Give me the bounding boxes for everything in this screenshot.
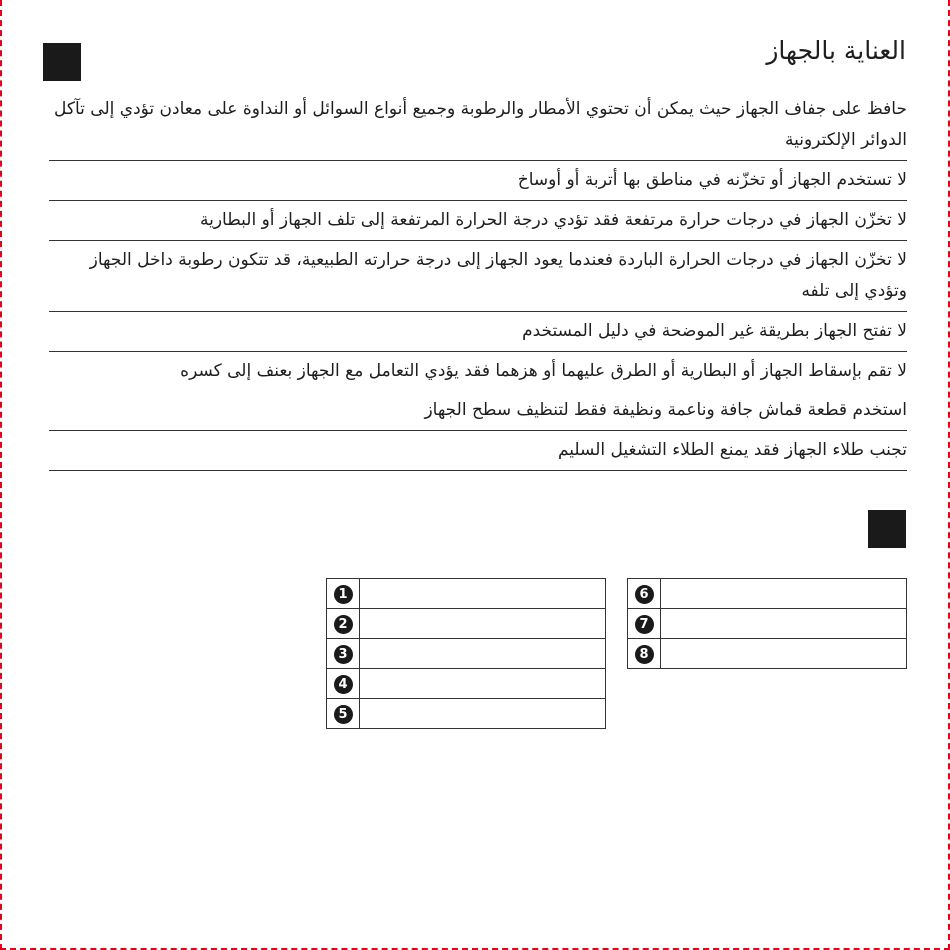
number-badge: 5 <box>334 705 353 724</box>
table-row <box>628 609 907 639</box>
label-cell <box>360 699 606 729</box>
care-item: لا تقم بإسقاط الجهاز أو البطارية أو الطرق عليهما أو هزهما فقد يؤدي التعامل مع الجهاز بعنف إلى كسره <box>180 361 907 381</box>
number-cell <box>628 579 661 609</box>
number-badge: 6 <box>635 585 654 604</box>
number-badge: 1 <box>334 585 353 604</box>
section-marker-square-middle <box>868 510 906 548</box>
page-edge-left <box>0 0 2 950</box>
table-row <box>327 609 606 639</box>
care-item: لا تفتح الجهاز بطريقة غير الموضحة في دليل المستخدم <box>49 312 907 352</box>
number-cell <box>628 609 661 639</box>
table-row <box>628 639 907 669</box>
number-badge: 3 <box>334 645 353 664</box>
label-cell <box>360 639 606 669</box>
care-item: تجنب طلاء الجهاز فقد يمنع الطلاء التشغيل السليم <box>49 431 907 471</box>
number-cell <box>327 699 360 729</box>
care-item: استخدم قطعة قماش جافة وناعمة ونظيفة فقط لتنظيف سطح الجهاز <box>49 391 907 431</box>
label-cell <box>360 669 606 699</box>
number-badge: 8 <box>635 645 654 664</box>
number-cell <box>327 579 360 609</box>
section-marker-square-top <box>43 43 81 81</box>
parts-table-right <box>627 578 907 669</box>
number-cell <box>327 669 360 699</box>
number-badge: 4 <box>334 675 353 694</box>
table-row <box>327 699 606 729</box>
care-item: لا تخزّن الجهاز في درجات حرارة مرتفعة فقد تؤدي درجة الحرارة المرتفعة إلى تلف الجهاز أو البطارية <box>49 201 907 241</box>
table-row <box>628 579 907 609</box>
table-row <box>327 579 606 609</box>
care-item: لا تستخدم الجهاز أو تخزّنه في مناطق بها أتربة أو أوساخ <box>49 161 907 201</box>
care-instructions-list <box>49 90 907 471</box>
label-cell <box>661 639 907 669</box>
label-cell <box>661 609 907 639</box>
number-cell <box>327 639 360 669</box>
care-item: لا تخزّن الجهاز في درجات الحرارة الباردة فعندما يعود الجهاز إلى درجة حرارته الطبيعية، قد تتكون رطوبة داخل الجهاز وتؤدي إلى تلفه <box>49 241 907 312</box>
parts-table-left <box>326 578 606 729</box>
table-row <box>327 639 606 669</box>
page-title: العناية بالجهاز <box>766 36 906 65</box>
number-badge: 2 <box>334 615 353 634</box>
care-item: حافظ على جفاف الجهاز حيث يمكن أن تحتوي الأمطار والرطوبة وجميع أنواع السوائل أو النداوة على معادن تؤدي إلى تآكل الدوائر الإلكترونية <box>49 90 907 161</box>
number-cell <box>327 609 360 639</box>
number-badge: 7 <box>635 615 654 634</box>
number-cell <box>628 639 661 669</box>
label-cell <box>360 579 606 609</box>
label-cell <box>360 609 606 639</box>
label-cell <box>661 579 907 609</box>
table-row <box>327 669 606 699</box>
